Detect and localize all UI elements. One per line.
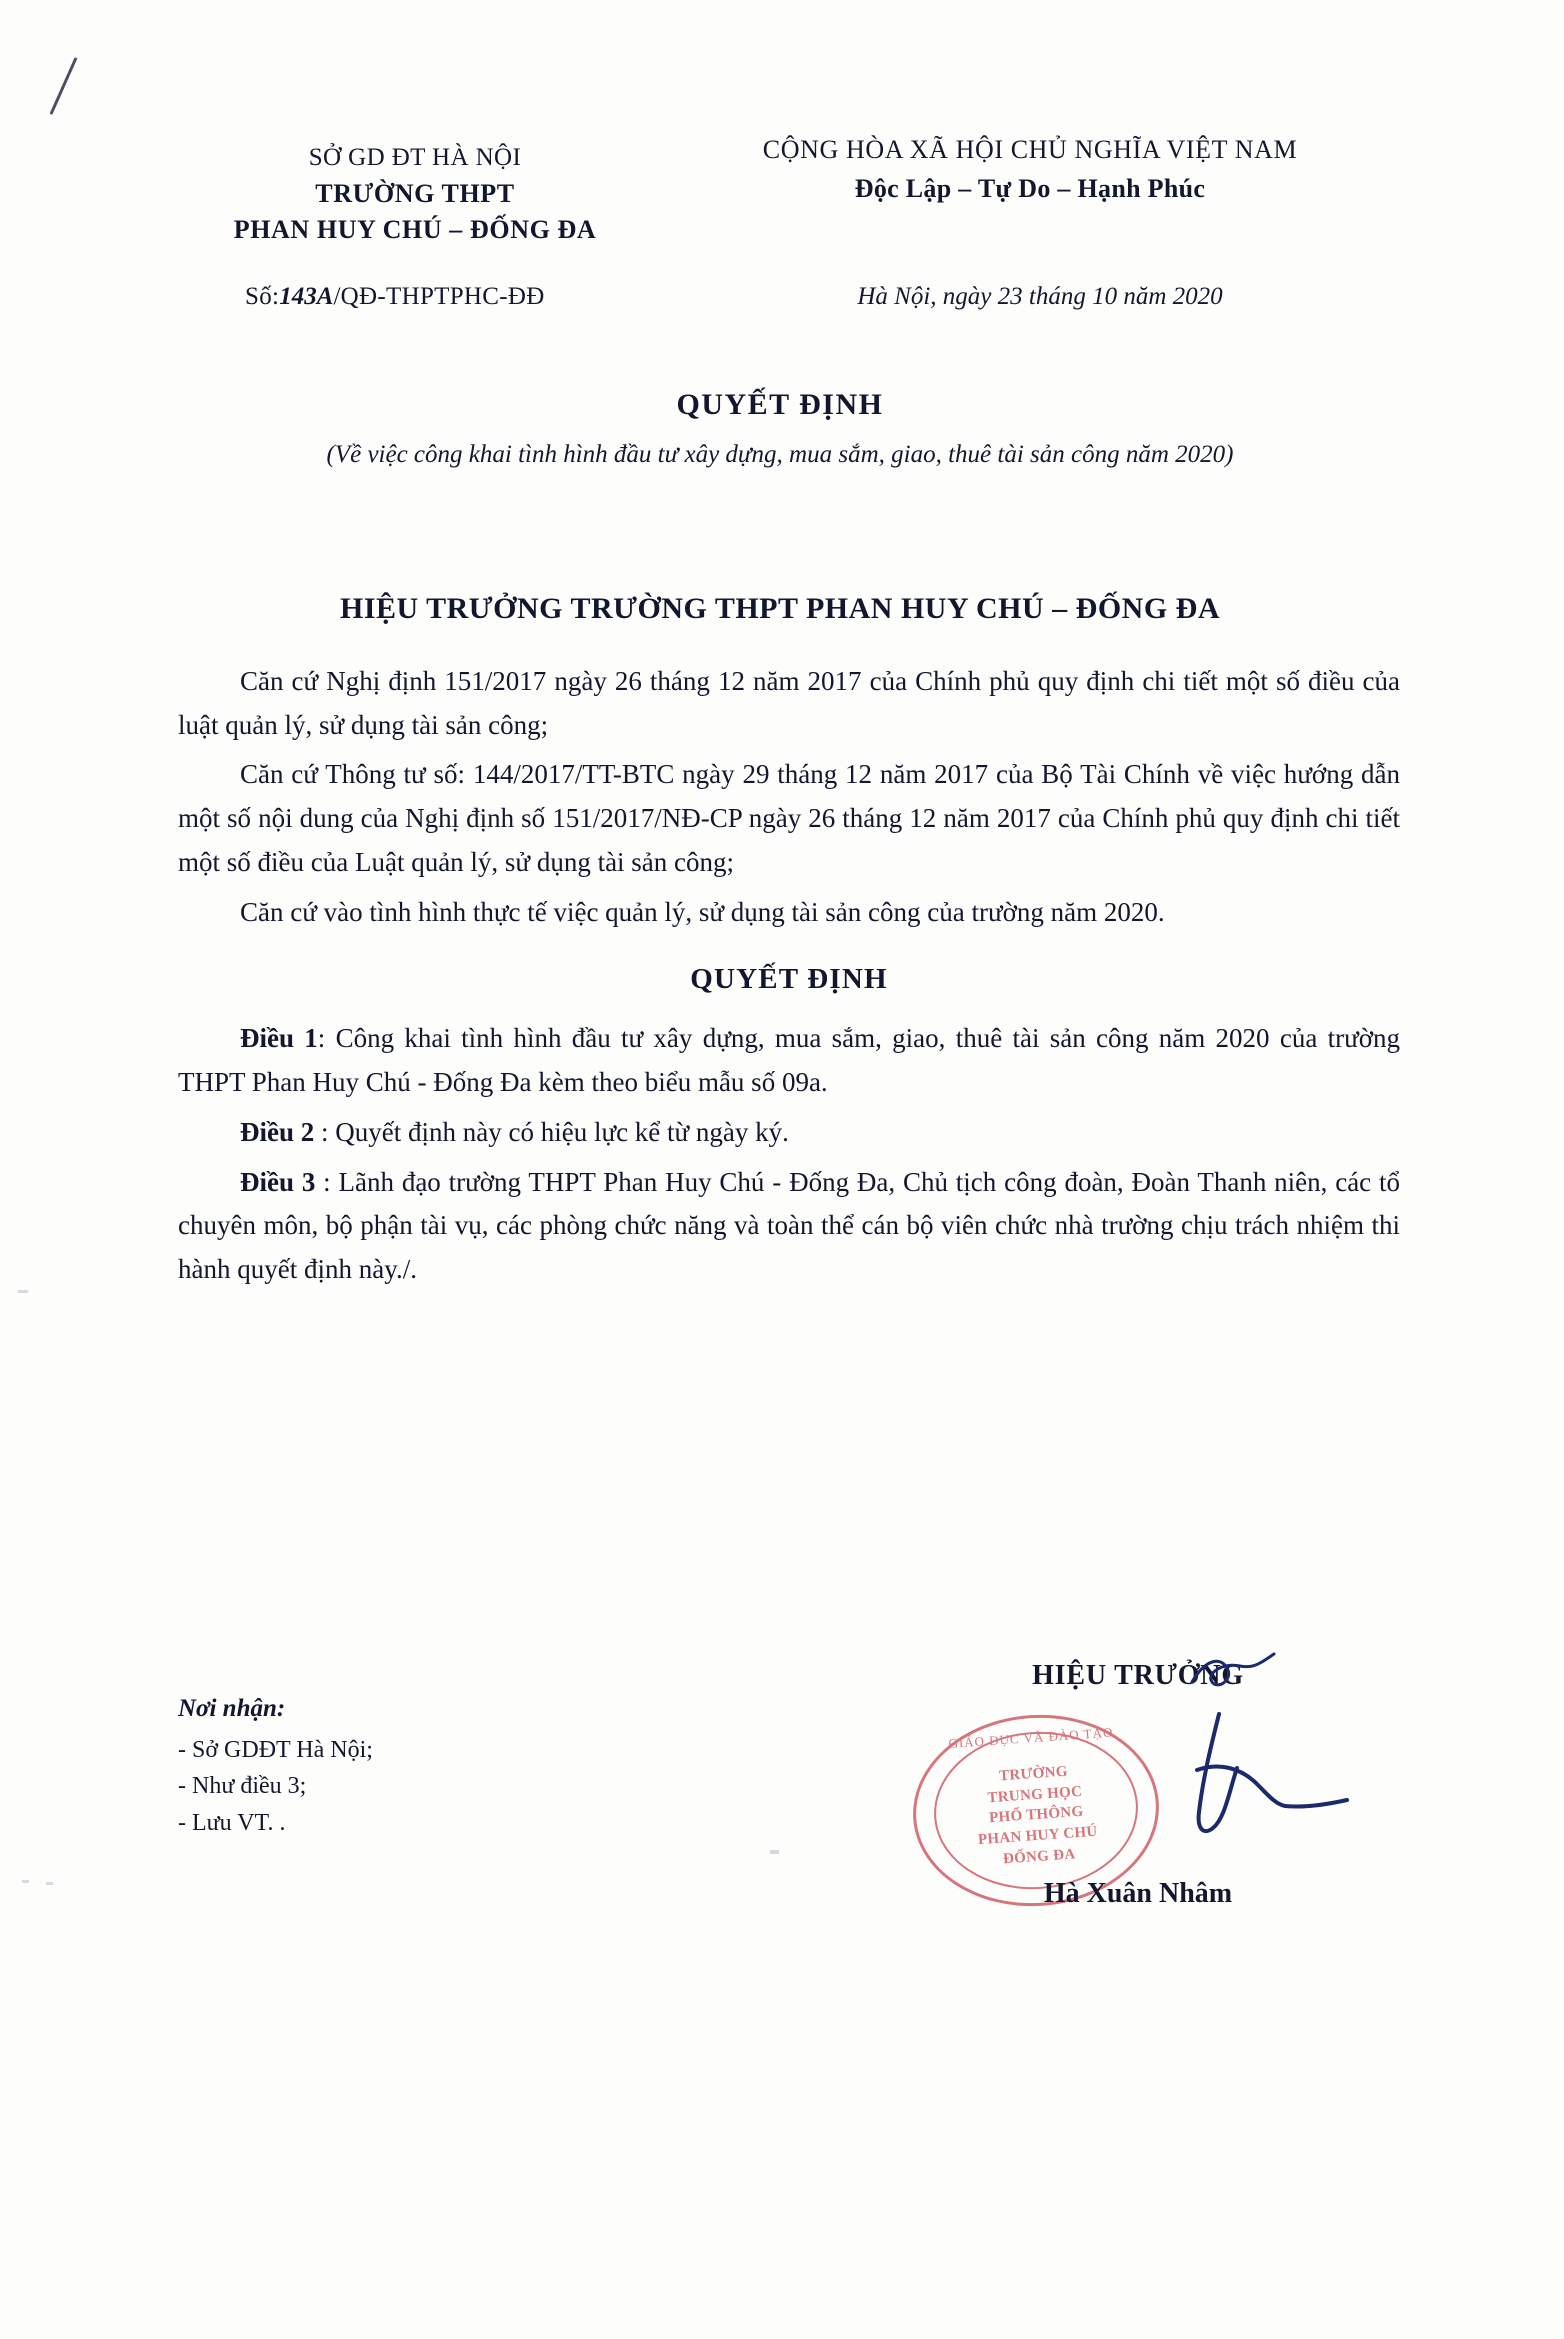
signer-role: HIỆU TRƯỞNG — [1032, 1660, 1244, 1691]
decision-heading: QUYẾT ĐỊNH — [690, 963, 888, 996]
article-item — [178, 1111, 1400, 1155]
scan-speck — [22, 1880, 29, 1883]
signature-block — [878, 1660, 1398, 1909]
recipient-item: - Như điều 3; — [178, 1773, 307, 1800]
pen-stroke-mark — [50, 57, 78, 115]
document-number — [245, 283, 545, 311]
org-line-school-type: TRƯỜNG THPT — [315, 178, 515, 208]
recipients-block — [178, 1690, 373, 1841]
so-suffix: /QĐ-THPTPHC-ĐĐ — [333, 283, 545, 310]
so-label: Số: — [245, 283, 280, 310]
scan-speck — [18, 1290, 28, 1293]
handwritten-signature-icon — [1133, 1708, 1353, 1858]
preamble-paragraph: Căn cứ Nghị định 151/2017 ngày 26 tháng 12 năm 2017 của Chính phủ quy định chi tiết một số điều của luật quản lý, sử dụng tài sản công; — [178, 666, 1400, 740]
stamp-inner-text: TRƯỜNG TRUNG HỌC PHỔ THÔNG PHAN HUY CHÚ ĐỐNG ĐA — [977, 1763, 1099, 1868]
document-header — [150, 0, 1410, 245]
so-number-value: 143A — [279, 283, 334, 310]
signature-flourish-icon — [1188, 1652, 1278, 1696]
stamp-outer-top-text: GIÁO DỤC VÀ ĐÀO TẠO — [948, 1724, 1114, 1751]
document-footer — [178, 1660, 1400, 2020]
recipient-item: - Lưu VT. . — [178, 1809, 286, 1836]
issuing-organization — [180, 140, 650, 249]
nation-motto: Độc Lập – Tự Do – Hạnh Phúc — [854, 174, 1206, 203]
page-title: QUYẾT ĐỊNH — [676, 388, 884, 421]
article-text: : Công khai tình hình đầu tư xây dựng, mua sắm, giao, thuê tài sản công năm 2020 của trường THPT Phan Huy Chú - Đống Đa kèm theo biểu mẫu số 09a. — [178, 1023, 1400, 1098]
org-line-department: SỞ GD ĐT HÀ NỘI — [308, 144, 522, 171]
signer-name: Hà Xuân Nhâm — [1043, 1878, 1233, 1909]
article-label: Điều 1 — [240, 1023, 318, 1054]
article-label: Điều 2 — [240, 1116, 315, 1147]
article-text: : Lãnh đạo trường THPT Phan Huy Chú - Đống Đa, Chủ tịch công đoàn, Đoàn Thanh niên, các tổ chuyên môn, bộ phận tài vụ, các phòng chức năng và toàn thể cán bộ viên chức nhà trường chịu trách nhiệm thi hành quyết định này./. — [178, 1166, 1401, 1285]
article-text: : Quyết định này có hiệu lực kể từ ngày ký. — [314, 1116, 789, 1147]
preamble-paragraph: Căn cứ Thông tư số: 144/2017/TT-BTC ngày 29 tháng 12 năm 2017 của Bộ Tài Chính về việc hướng dẫn một số nội dung của Nghị định số 151/2017/NĐ-CP ngày 26 tháng 12 năm 2017 của Chính phủ quy định chi tiết một số điều của Luật quản lý, sử dụng tài sản công; — [178, 759, 1400, 877]
national-heading — [670, 130, 1390, 208]
authority-heading: HIỆU TRƯỞNG TRƯỜNG THPT PHAN HUY CHÚ – ĐỐNG ĐA — [339, 592, 1220, 625]
recipients-title: Nơi nhận: — [178, 1695, 286, 1722]
document-content — [150, 0, 1410, 1909]
document-body — [178, 660, 1400, 1298]
place-and-date: Hà Nội, ngày 23 tháng 10 năm 2020 — [857, 283, 1223, 310]
article-item — [178, 1017, 1400, 1104]
preamble-paragraph: Căn cứ vào tình hình thực tế việc quản lý, sử dụng tài sản công của trường năm 2020. — [240, 896, 1165, 927]
article-item — [178, 1161, 1400, 1292]
document-subtitle: (Về việc công khai tình hình đầu tư xây dựng, mua sắm, giao, thuê tài sản công năm 2020) — [326, 441, 1234, 468]
scan-speck — [46, 1882, 53, 1885]
title-block — [150, 388, 1410, 475]
org-line-school-name: PHAN HUY CHÚ – ĐỐNG ĐA — [233, 215, 597, 245]
article-label: Điều 3 — [240, 1166, 316, 1197]
recipient-item: - Sở GDĐT Hà Nội; — [178, 1737, 373, 1763]
nation-title: CỘNG HÒA XÃ HỘI CHỦ NGHĨA VIỆT NAM — [762, 135, 1298, 164]
